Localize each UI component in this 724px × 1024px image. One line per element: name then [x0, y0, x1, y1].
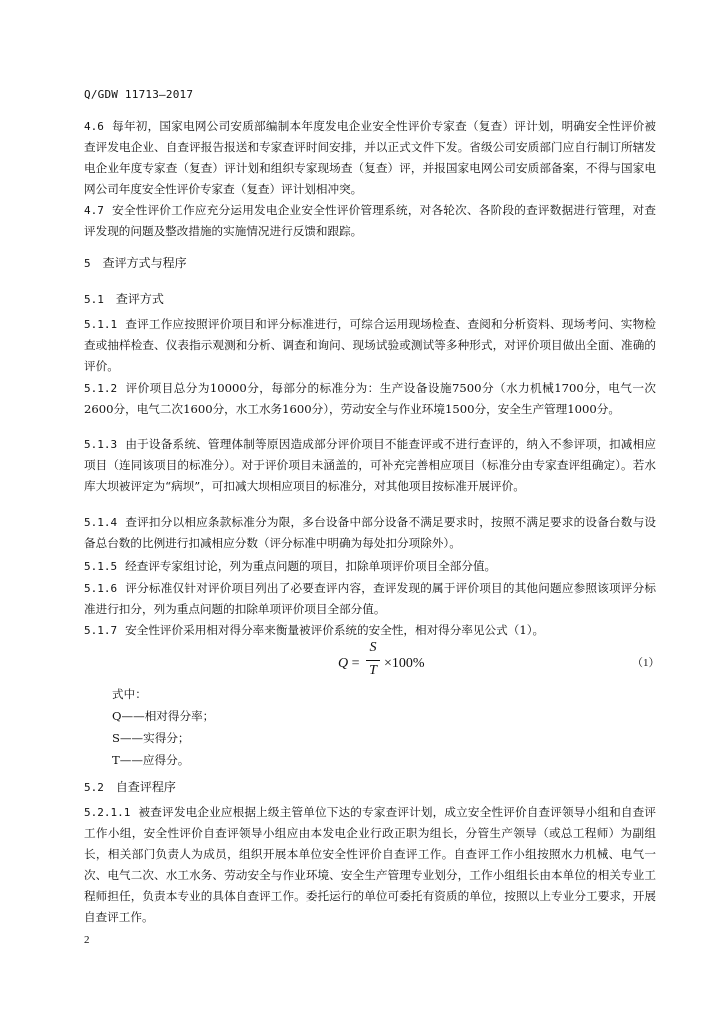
clause-number: 5.1.4 [84, 516, 118, 529]
formula-lhs [338, 656, 360, 672]
clause-text: 查评扣分以相应条款标准分为限，多台设备中部分设备不满足要求时，按照不满足要求的设备台数与设备总台数的比例进行扣减相应分数（评分标准中明确为每处扣分项除外）。 [84, 515, 656, 550]
section-number: 5.2 [84, 781, 104, 794]
clause-number: 5.2.1.1 [84, 806, 131, 819]
formula-relative-score [330, 640, 450, 688]
clause-number: 4.7 [84, 204, 104, 217]
section-title: 查评方式与程序 [102, 256, 187, 270]
section-5-1-heading [84, 290, 164, 307]
clause-number: 5.1.7 [84, 624, 118, 637]
clause-5-1-7 [84, 620, 656, 641]
section-title: 查评方式 [115, 292, 164, 306]
clause-4-6 [84, 116, 656, 200]
clause-5-1-6 [84, 578, 656, 620]
clause-5-2-1-1 [84, 802, 656, 928]
page-number: 2 [84, 934, 90, 946]
definition-q: Q——相对得分率； [112, 709, 215, 723]
clause-number: 5.1.3 [84, 438, 118, 451]
section-5-2-heading [84, 778, 176, 795]
standard-number-header: Q/GDW 11713—2017 [84, 88, 194, 101]
formula-denominator: T [369, 663, 377, 678]
fraction-bar [366, 660, 380, 661]
definition-t: T——应得分。 [112, 753, 190, 767]
clause-text: 由于设备系统、管理体制等原因造成部分评价项目不能查评或不进行查评的，纳入不参评项，扣减相应项目（连同该项目的标准分）。对于评价项目未涵盖的，可补充完善相应项目（标准分由专家查评组确定）。若水库大坝被评定为“病坝”，可扣减大坝相应项目的标准分，对其他项目按标准开展评价。 [84, 437, 656, 493]
clause-5-1-1 [84, 314, 656, 377]
clause-number: 5.1.2 [84, 382, 118, 395]
clause-text: 查评工作应按照评价项目和评分标准进行，可综合运用现场检查、查阅和分析资料、现场考问、实物检查或抽样检查、仪表指示观测和分析、调查和询问、现场试验或测试等多种形式，对评价项目做出全面、准确的评价。 [84, 317, 656, 373]
section-5-heading [84, 254, 187, 271]
where-intro: 式中： [112, 687, 147, 701]
formula-fraction [366, 640, 380, 679]
formula-multiplier: ×100% [384, 656, 425, 671]
clause-text: 经查评专家组讨论，列为重点问题的项目，扣除单项评价项目全部分值。 [125, 559, 497, 573]
formula-q: Q [338, 656, 349, 671]
clause-text: 安全性评价工作应充分运用发电企业安全性评价管理系统，对各轮次、各阶段的查评数据进行管理，对查评发现的问题及整改措施的实施情况进行反馈和跟踪。 [84, 203, 656, 238]
clause-text: 评分标准仅针对评价项目列出了必要查评内容，查评发现的属于评价项目的其他问题应参照该项评分标准进行扣分，列为重点问题的扣除单项评价项目全部分值。 [84, 581, 656, 616]
clause-text: 被查评发电企业应根据上级主管单位下达的专家查评计划，成立安全性评价自查评领导小组和自查评工作小组，安全性评价自查评领导小组应由本发电企业行政正职为组长，分管生产领导（或总工程师）为副组长，相关部门负责人为成员，组织开展本单位安全性评价自查评工作。自查评工作小组按照水力机械、电气一次、电气二次、水工水务、劳动安全与作业环境、安全生产管理专业划分，工作小组组长由本单位的相关专业工程师担任，负责本专业的具体自查评工作。委托运行的单位可委托有资质的单位，按照以上专业分工要求，开展自查评工作。 [84, 805, 656, 924]
clause-4-7 [84, 200, 656, 242]
equation-number: （1） [632, 657, 660, 669]
clause-5-1-2 [84, 378, 656, 420]
clause-number: 4.6 [84, 120, 104, 133]
clause-text: 评价项目总分为10000分，每部分的标准分为：生产设备设施7500分（水力机械1700分，电气一次2600分，电气二次1600分，水工水务1600分），劳动安全与作业环境1500分，安全生产管理1000分。 [84, 381, 656, 416]
clause-number: 5.1.1 [84, 318, 118, 331]
formula-equals: = [351, 656, 360, 671]
section-title: 自查评程序 [115, 780, 176, 794]
clause-text: 安全性评价采用相对得分率来衡量被评价系统的安全性，相对得分率见公式（1）。 [125, 623, 545, 637]
clause-5-1-3 [84, 434, 656, 497]
clause-number: 5.1.6 [84, 582, 118, 595]
formula-numerator: S [369, 640, 377, 655]
clause-text: 每年初，国家电网公司安质部编制本年度发电企业安全性评价专家查（复查）评计划，明确安全性评价被查评发电企业、自查评报告报送和专家查评时间安排，并以正式文件下发。省级公司安质部门应自行制订所辖发电企业年度专家查（复查）评计划和组织专家现场查（复查）评，并报国家电网公司安质部备案，不得与国家电网公司年度安全性评价专家查（复查）评计划相冲突。 [84, 119, 656, 196]
definition-s: S——实得分； [112, 731, 190, 745]
clause-5-1-4 [84, 512, 656, 554]
section-number: 5.1 [84, 293, 104, 306]
clause-5-1-5 [84, 556, 656, 577]
clause-number: 5.1.5 [84, 560, 118, 573]
section-number: 5 [84, 257, 91, 270]
